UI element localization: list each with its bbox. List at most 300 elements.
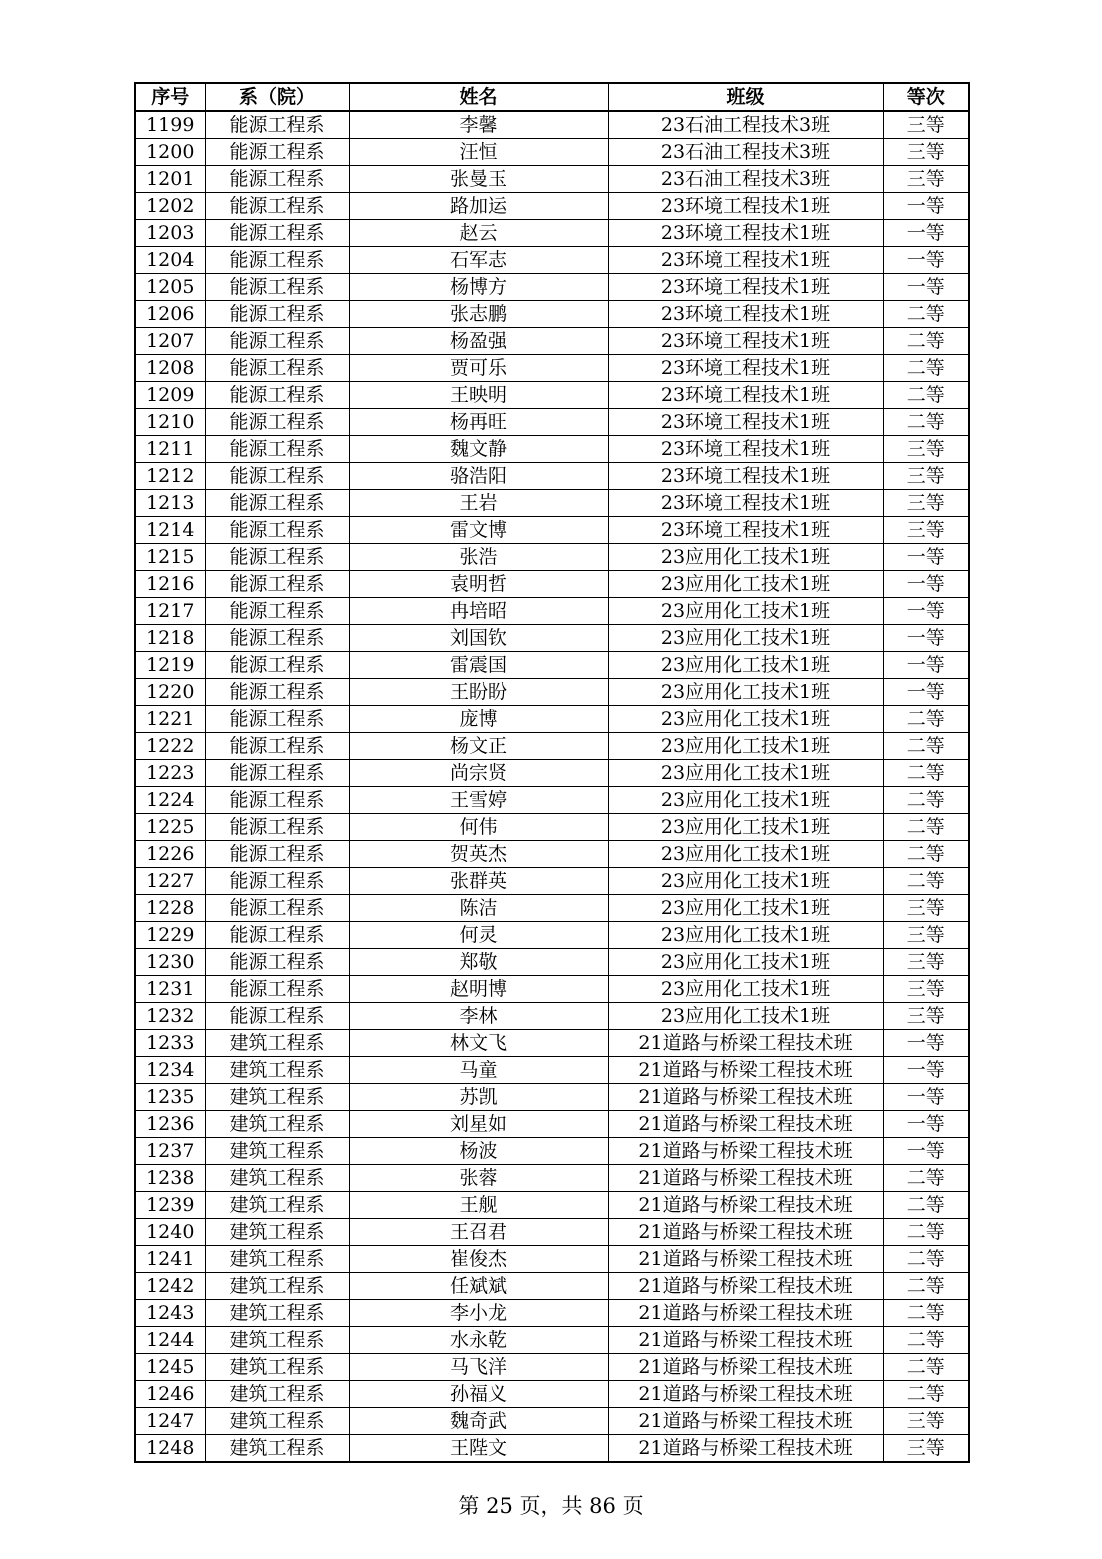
cell-serial-number: 1243 bbox=[135, 1300, 205, 1327]
cell-class: 23应用化工技术1班 bbox=[608, 679, 883, 706]
cell-department: 能源工程系 bbox=[205, 274, 349, 301]
cell-department: 能源工程系 bbox=[205, 220, 349, 247]
cell-class: 23应用化工技术1班 bbox=[608, 625, 883, 652]
table-row bbox=[135, 409, 969, 436]
cell-name: 马童 bbox=[349, 1057, 608, 1084]
cell-serial-number: 1248 bbox=[135, 1435, 205, 1463]
cell-grade: 二等 bbox=[883, 1354, 969, 1381]
cell-serial-number: 1226 bbox=[135, 841, 205, 868]
cell-serial-number: 1241 bbox=[135, 1246, 205, 1273]
cell-class: 23环境工程技术1班 bbox=[608, 463, 883, 490]
table-row bbox=[135, 1084, 969, 1111]
cell-name: 张蓉 bbox=[349, 1165, 608, 1192]
table-row bbox=[135, 247, 969, 274]
table-row bbox=[135, 868, 969, 895]
cell-serial-number: 1212 bbox=[135, 463, 205, 490]
cell-class: 23环境工程技术1班 bbox=[608, 193, 883, 220]
cell-class: 21道路与桥梁工程技术班 bbox=[608, 1246, 883, 1273]
cell-class: 23应用化工技术1班 bbox=[608, 841, 883, 868]
cell-name: 何灵 bbox=[349, 922, 608, 949]
cell-serial-number: 1199 bbox=[135, 111, 205, 139]
cell-name: 魏奇武 bbox=[349, 1408, 608, 1435]
cell-class: 21道路与桥梁工程技术班 bbox=[608, 1138, 883, 1165]
cell-serial-number: 1229 bbox=[135, 922, 205, 949]
cell-serial-number: 1217 bbox=[135, 598, 205, 625]
cell-class: 23应用化工技术1班 bbox=[608, 895, 883, 922]
cell-name: 汪恒 bbox=[349, 139, 608, 166]
cell-department: 能源工程系 bbox=[205, 301, 349, 328]
cell-class: 23环境工程技术1班 bbox=[608, 490, 883, 517]
cell-grade: 二等 bbox=[883, 301, 969, 328]
table-row bbox=[135, 111, 969, 139]
cell-department: 能源工程系 bbox=[205, 814, 349, 841]
cell-grade: 二等 bbox=[883, 1273, 969, 1300]
table-header-row bbox=[135, 83, 969, 111]
cell-class: 23环境工程技术1班 bbox=[608, 220, 883, 247]
cell-department: 建筑工程系 bbox=[205, 1219, 349, 1246]
table-row bbox=[135, 1219, 969, 1246]
cell-grade: 二等 bbox=[883, 706, 969, 733]
table-row bbox=[135, 328, 969, 355]
cell-serial-number: 1205 bbox=[135, 274, 205, 301]
cell-class: 21道路与桥梁工程技术班 bbox=[608, 1192, 883, 1219]
cell-grade: 二等 bbox=[883, 733, 969, 760]
cell-grade: 三等 bbox=[883, 1003, 969, 1030]
cell-class: 21道路与桥梁工程技术班 bbox=[608, 1219, 883, 1246]
cell-name: 王盼盼 bbox=[349, 679, 608, 706]
cell-class: 23应用化工技术1班 bbox=[608, 733, 883, 760]
cell-grade: 一等 bbox=[883, 1138, 969, 1165]
cell-department: 能源工程系 bbox=[205, 571, 349, 598]
cell-serial-number: 1219 bbox=[135, 652, 205, 679]
cell-name: 林文飞 bbox=[349, 1030, 608, 1057]
cell-name: 水永乾 bbox=[349, 1327, 608, 1354]
cell-serial-number: 1216 bbox=[135, 571, 205, 598]
cell-grade: 一等 bbox=[883, 1057, 969, 1084]
cell-department: 能源工程系 bbox=[205, 166, 349, 193]
cell-name: 王岩 bbox=[349, 490, 608, 517]
cell-grade: 三等 bbox=[883, 976, 969, 1003]
cell-grade: 二等 bbox=[883, 1219, 969, 1246]
cell-class: 23环境工程技术1班 bbox=[608, 436, 883, 463]
cell-name: 张志鹏 bbox=[349, 301, 608, 328]
cell-serial-number: 1228 bbox=[135, 895, 205, 922]
cell-serial-number: 1232 bbox=[135, 1003, 205, 1030]
cell-serial-number: 1200 bbox=[135, 139, 205, 166]
table-row bbox=[135, 463, 969, 490]
cell-name: 杨盈强 bbox=[349, 328, 608, 355]
cell-name: 骆浩阳 bbox=[349, 463, 608, 490]
cell-class: 21道路与桥梁工程技术班 bbox=[608, 1057, 883, 1084]
page-number: 第 25 页，共 86 页 bbox=[458, 1494, 644, 1518]
cell-class: 23应用化工技术1班 bbox=[608, 922, 883, 949]
cell-serial-number: 1227 bbox=[135, 868, 205, 895]
cell-class: 21道路与桥梁工程技术班 bbox=[608, 1408, 883, 1435]
cell-serial-number: 1222 bbox=[135, 733, 205, 760]
cell-serial-number: 1247 bbox=[135, 1408, 205, 1435]
cell-department: 能源工程系 bbox=[205, 355, 349, 382]
table-row bbox=[135, 1003, 969, 1030]
cell-grade: 二等 bbox=[883, 814, 969, 841]
cell-grade: 一等 bbox=[883, 544, 969, 571]
cell-grade: 三等 bbox=[883, 949, 969, 976]
cell-department: 建筑工程系 bbox=[205, 1408, 349, 1435]
cell-name: 孙福义 bbox=[349, 1381, 608, 1408]
header-department: 系（院） bbox=[205, 83, 349, 111]
cell-class: 21道路与桥梁工程技术班 bbox=[608, 1300, 883, 1327]
cell-department: 能源工程系 bbox=[205, 247, 349, 274]
cell-serial-number: 1245 bbox=[135, 1354, 205, 1381]
cell-grade: 一等 bbox=[883, 652, 969, 679]
table-row bbox=[135, 1030, 969, 1057]
cell-serial-number: 1234 bbox=[135, 1057, 205, 1084]
cell-class: 23应用化工技术1班 bbox=[608, 706, 883, 733]
cell-department: 建筑工程系 bbox=[205, 1084, 349, 1111]
header-serial-number: 序号 bbox=[135, 83, 205, 111]
cell-class: 23石油工程技术3班 bbox=[608, 139, 883, 166]
cell-name: 冉培昭 bbox=[349, 598, 608, 625]
table-row bbox=[135, 1111, 969, 1138]
cell-grade: 二等 bbox=[883, 868, 969, 895]
cell-department: 能源工程系 bbox=[205, 679, 349, 706]
cell-class: 23应用化工技术1班 bbox=[608, 868, 883, 895]
table-row bbox=[135, 220, 969, 247]
cell-grade: 一等 bbox=[883, 679, 969, 706]
cell-serial-number: 1239 bbox=[135, 1192, 205, 1219]
cell-class: 23环境工程技术1班 bbox=[608, 517, 883, 544]
cell-department: 能源工程系 bbox=[205, 1003, 349, 1030]
cell-grade: 一等 bbox=[883, 571, 969, 598]
table-row bbox=[135, 139, 969, 166]
cell-grade: 二等 bbox=[883, 1327, 969, 1354]
cell-class: 23应用化工技术1班 bbox=[608, 814, 883, 841]
cell-name: 陈洁 bbox=[349, 895, 608, 922]
table-row bbox=[135, 1057, 969, 1084]
cell-grade: 二等 bbox=[883, 1165, 969, 1192]
cell-class: 23环境工程技术1班 bbox=[608, 409, 883, 436]
cell-serial-number: 1215 bbox=[135, 544, 205, 571]
cell-grade: 一等 bbox=[883, 193, 969, 220]
cell-serial-number: 1246 bbox=[135, 1381, 205, 1408]
cell-department: 建筑工程系 bbox=[205, 1354, 349, 1381]
cell-grade: 二等 bbox=[883, 1246, 969, 1273]
cell-grade: 二等 bbox=[883, 787, 969, 814]
cell-department: 建筑工程系 bbox=[205, 1165, 349, 1192]
cell-grade: 一等 bbox=[883, 220, 969, 247]
cell-grade: 三等 bbox=[883, 436, 969, 463]
cell-serial-number: 1211 bbox=[135, 436, 205, 463]
cell-name: 杨波 bbox=[349, 1138, 608, 1165]
cell-class: 23石油工程技术3班 bbox=[608, 166, 883, 193]
cell-grade: 三等 bbox=[883, 1435, 969, 1463]
cell-department: 能源工程系 bbox=[205, 490, 349, 517]
cell-name: 李馨 bbox=[349, 111, 608, 139]
cell-class: 23应用化工技术1班 bbox=[608, 598, 883, 625]
cell-department: 建筑工程系 bbox=[205, 1057, 349, 1084]
table-row bbox=[135, 571, 969, 598]
cell-name: 刘国钦 bbox=[349, 625, 608, 652]
cell-serial-number: 1221 bbox=[135, 706, 205, 733]
cell-serial-number: 1206 bbox=[135, 301, 205, 328]
header-grade: 等次 bbox=[883, 83, 969, 111]
cell-name: 马飞洋 bbox=[349, 1354, 608, 1381]
cell-serial-number: 1236 bbox=[135, 1111, 205, 1138]
cell-serial-number: 1237 bbox=[135, 1138, 205, 1165]
cell-grade: 三等 bbox=[883, 517, 969, 544]
cell-name: 郑敬 bbox=[349, 949, 608, 976]
table-row bbox=[135, 301, 969, 328]
cell-grade: 二等 bbox=[883, 1192, 969, 1219]
table-row bbox=[135, 193, 969, 220]
cell-grade: 二等 bbox=[883, 841, 969, 868]
cell-serial-number: 1209 bbox=[135, 382, 205, 409]
cell-class: 23应用化工技术1班 bbox=[608, 1003, 883, 1030]
cell-department: 建筑工程系 bbox=[205, 1327, 349, 1354]
table-row bbox=[135, 706, 969, 733]
table-row bbox=[135, 949, 969, 976]
cell-grade: 三等 bbox=[883, 111, 969, 139]
cell-name: 李小龙 bbox=[349, 1300, 608, 1327]
cell-serial-number: 1204 bbox=[135, 247, 205, 274]
cell-class: 23应用化工技术1班 bbox=[608, 544, 883, 571]
cell-name: 王陛文 bbox=[349, 1435, 608, 1463]
cell-class: 21道路与桥梁工程技术班 bbox=[608, 1273, 883, 1300]
cell-serial-number: 1231 bbox=[135, 976, 205, 1003]
cell-department: 能源工程系 bbox=[205, 517, 349, 544]
table-row bbox=[135, 922, 969, 949]
table-row bbox=[135, 382, 969, 409]
cell-name: 雷文博 bbox=[349, 517, 608, 544]
cell-grade: 二等 bbox=[883, 328, 969, 355]
cell-grade: 三等 bbox=[883, 895, 969, 922]
cell-name: 贾可乐 bbox=[349, 355, 608, 382]
cell-grade: 二等 bbox=[883, 409, 969, 436]
cell-class: 21道路与桥梁工程技术班 bbox=[608, 1111, 883, 1138]
cell-name: 刘星如 bbox=[349, 1111, 608, 1138]
cell-name: 杨文正 bbox=[349, 733, 608, 760]
cell-class: 23应用化工技术1班 bbox=[608, 760, 883, 787]
table-row bbox=[135, 1273, 969, 1300]
table-row bbox=[135, 976, 969, 1003]
table-row bbox=[135, 733, 969, 760]
cell-grade: 一等 bbox=[883, 1111, 969, 1138]
cell-serial-number: 1210 bbox=[135, 409, 205, 436]
cell-grade: 三等 bbox=[883, 166, 969, 193]
cell-grade: 三等 bbox=[883, 490, 969, 517]
cell-serial-number: 1214 bbox=[135, 517, 205, 544]
table-row bbox=[135, 787, 969, 814]
cell-department: 能源工程系 bbox=[205, 436, 349, 463]
cell-name: 任斌斌 bbox=[349, 1273, 608, 1300]
cell-class: 23环境工程技术1班 bbox=[608, 328, 883, 355]
cell-grade: 二等 bbox=[883, 355, 969, 382]
cell-class: 23应用化工技术1班 bbox=[608, 787, 883, 814]
table-row bbox=[135, 1435, 969, 1463]
cell-grade: 二等 bbox=[883, 760, 969, 787]
cell-serial-number: 1213 bbox=[135, 490, 205, 517]
cell-serial-number: 1224 bbox=[135, 787, 205, 814]
table-row bbox=[135, 895, 969, 922]
cell-name: 赵明博 bbox=[349, 976, 608, 1003]
cell-name: 王舰 bbox=[349, 1192, 608, 1219]
cell-serial-number: 1235 bbox=[135, 1084, 205, 1111]
cell-department: 能源工程系 bbox=[205, 652, 349, 679]
cell-department: 建筑工程系 bbox=[205, 1030, 349, 1057]
cell-serial-number: 1230 bbox=[135, 949, 205, 976]
cell-department: 建筑工程系 bbox=[205, 1381, 349, 1408]
table-body bbox=[135, 111, 969, 1462]
cell-department: 能源工程系 bbox=[205, 328, 349, 355]
cell-department: 能源工程系 bbox=[205, 382, 349, 409]
cell-name: 石军志 bbox=[349, 247, 608, 274]
table-row bbox=[135, 760, 969, 787]
table-row bbox=[135, 1354, 969, 1381]
cell-grade: 二等 bbox=[883, 382, 969, 409]
cell-serial-number: 1238 bbox=[135, 1165, 205, 1192]
cell-name: 庞博 bbox=[349, 706, 608, 733]
cell-name: 赵云 bbox=[349, 220, 608, 247]
table-row bbox=[135, 1192, 969, 1219]
cell-class: 23环境工程技术1班 bbox=[608, 355, 883, 382]
cell-grade: 三等 bbox=[883, 463, 969, 490]
award-table bbox=[134, 82, 970, 1463]
table-row bbox=[135, 679, 969, 706]
cell-name: 张浩 bbox=[349, 544, 608, 571]
table-row bbox=[135, 355, 969, 382]
cell-serial-number: 1223 bbox=[135, 760, 205, 787]
cell-serial-number: 1218 bbox=[135, 625, 205, 652]
cell-class: 21道路与桥梁工程技术班 bbox=[608, 1327, 883, 1354]
cell-grade: 二等 bbox=[883, 1300, 969, 1327]
cell-department: 能源工程系 bbox=[205, 976, 349, 1003]
table-row bbox=[135, 1300, 969, 1327]
cell-class: 21道路与桥梁工程技术班 bbox=[608, 1435, 883, 1463]
cell-name: 苏凯 bbox=[349, 1084, 608, 1111]
cell-name: 尚宗贤 bbox=[349, 760, 608, 787]
cell-serial-number: 1225 bbox=[135, 814, 205, 841]
cell-grade: 一等 bbox=[883, 247, 969, 274]
cell-name: 王映明 bbox=[349, 382, 608, 409]
cell-department: 建筑工程系 bbox=[205, 1435, 349, 1463]
cell-class: 23环境工程技术1班 bbox=[608, 301, 883, 328]
cell-department: 能源工程系 bbox=[205, 787, 349, 814]
cell-department: 能源工程系 bbox=[205, 760, 349, 787]
table-row bbox=[135, 274, 969, 301]
cell-department: 建筑工程系 bbox=[205, 1192, 349, 1219]
cell-class: 23应用化工技术1班 bbox=[608, 949, 883, 976]
cell-department: 建筑工程系 bbox=[205, 1138, 349, 1165]
cell-grade: 三等 bbox=[883, 1408, 969, 1435]
cell-name: 贺英杰 bbox=[349, 841, 608, 868]
cell-department: 能源工程系 bbox=[205, 463, 349, 490]
table-row bbox=[135, 1246, 969, 1273]
cell-name: 杨再旺 bbox=[349, 409, 608, 436]
cell-department: 能源工程系 bbox=[205, 625, 349, 652]
table-row bbox=[135, 652, 969, 679]
cell-department: 建筑工程系 bbox=[205, 1273, 349, 1300]
cell-serial-number: 1242 bbox=[135, 1273, 205, 1300]
cell-department: 能源工程系 bbox=[205, 868, 349, 895]
table-row bbox=[135, 1165, 969, 1192]
table-row bbox=[135, 1408, 969, 1435]
cell-department: 能源工程系 bbox=[205, 193, 349, 220]
cell-name: 魏文静 bbox=[349, 436, 608, 463]
cell-class: 23应用化工技术1班 bbox=[608, 652, 883, 679]
table-row bbox=[135, 841, 969, 868]
cell-department: 能源工程系 bbox=[205, 544, 349, 571]
cell-name: 王召君 bbox=[349, 1219, 608, 1246]
cell-class: 23应用化工技术1班 bbox=[608, 571, 883, 598]
cell-name: 袁明哲 bbox=[349, 571, 608, 598]
cell-department: 能源工程系 bbox=[205, 409, 349, 436]
cell-department: 能源工程系 bbox=[205, 598, 349, 625]
cell-serial-number: 1233 bbox=[135, 1030, 205, 1057]
cell-serial-number: 1244 bbox=[135, 1327, 205, 1354]
cell-department: 能源工程系 bbox=[205, 139, 349, 166]
cell-class: 21道路与桥梁工程技术班 bbox=[608, 1084, 883, 1111]
cell-grade: 三等 bbox=[883, 922, 969, 949]
table-row bbox=[135, 517, 969, 544]
cell-name: 路加运 bbox=[349, 193, 608, 220]
table-row bbox=[135, 1138, 969, 1165]
cell-serial-number: 1220 bbox=[135, 679, 205, 706]
cell-department: 建筑工程系 bbox=[205, 1300, 349, 1327]
cell-serial-number: 1240 bbox=[135, 1219, 205, 1246]
cell-class: 23应用化工技术1班 bbox=[608, 976, 883, 1003]
cell-name: 崔俊杰 bbox=[349, 1246, 608, 1273]
table-row bbox=[135, 814, 969, 841]
cell-grade: 一等 bbox=[883, 1084, 969, 1111]
cell-department: 建筑工程系 bbox=[205, 1246, 349, 1273]
cell-department: 能源工程系 bbox=[205, 706, 349, 733]
cell-name: 张群英 bbox=[349, 868, 608, 895]
cell-serial-number: 1203 bbox=[135, 220, 205, 247]
cell-grade: 一等 bbox=[883, 274, 969, 301]
cell-class: 21道路与桥梁工程技术班 bbox=[608, 1165, 883, 1192]
cell-name: 李林 bbox=[349, 1003, 608, 1030]
cell-name: 王雪婷 bbox=[349, 787, 608, 814]
cell-class: 21道路与桥梁工程技术班 bbox=[608, 1354, 883, 1381]
cell-department: 能源工程系 bbox=[205, 733, 349, 760]
table-row bbox=[135, 598, 969, 625]
cell-name: 杨博方 bbox=[349, 274, 608, 301]
cell-serial-number: 1201 bbox=[135, 166, 205, 193]
cell-class: 23环境工程技术1班 bbox=[608, 382, 883, 409]
table-row bbox=[135, 490, 969, 517]
cell-grade: 二等 bbox=[883, 1381, 969, 1408]
cell-department: 能源工程系 bbox=[205, 949, 349, 976]
cell-grade: 一等 bbox=[883, 625, 969, 652]
cell-class: 23石油工程技术3班 bbox=[608, 111, 883, 139]
cell-class: 21道路与桥梁工程技术班 bbox=[608, 1381, 883, 1408]
table-row bbox=[135, 544, 969, 571]
cell-grade: 一等 bbox=[883, 1030, 969, 1057]
cell-class: 21道路与桥梁工程技术班 bbox=[608, 1030, 883, 1057]
header-class: 班级 bbox=[608, 83, 883, 111]
cell-department: 建筑工程系 bbox=[205, 1111, 349, 1138]
cell-department: 能源工程系 bbox=[205, 895, 349, 922]
cell-serial-number: 1202 bbox=[135, 193, 205, 220]
cell-serial-number: 1207 bbox=[135, 328, 205, 355]
table-row bbox=[135, 166, 969, 193]
cell-name: 张曼玉 bbox=[349, 166, 608, 193]
cell-serial-number: 1208 bbox=[135, 355, 205, 382]
table-row bbox=[135, 1327, 969, 1354]
table-row bbox=[135, 1381, 969, 1408]
cell-name: 雷震国 bbox=[349, 652, 608, 679]
cell-department: 能源工程系 bbox=[205, 841, 349, 868]
cell-grade: 三等 bbox=[883, 139, 969, 166]
